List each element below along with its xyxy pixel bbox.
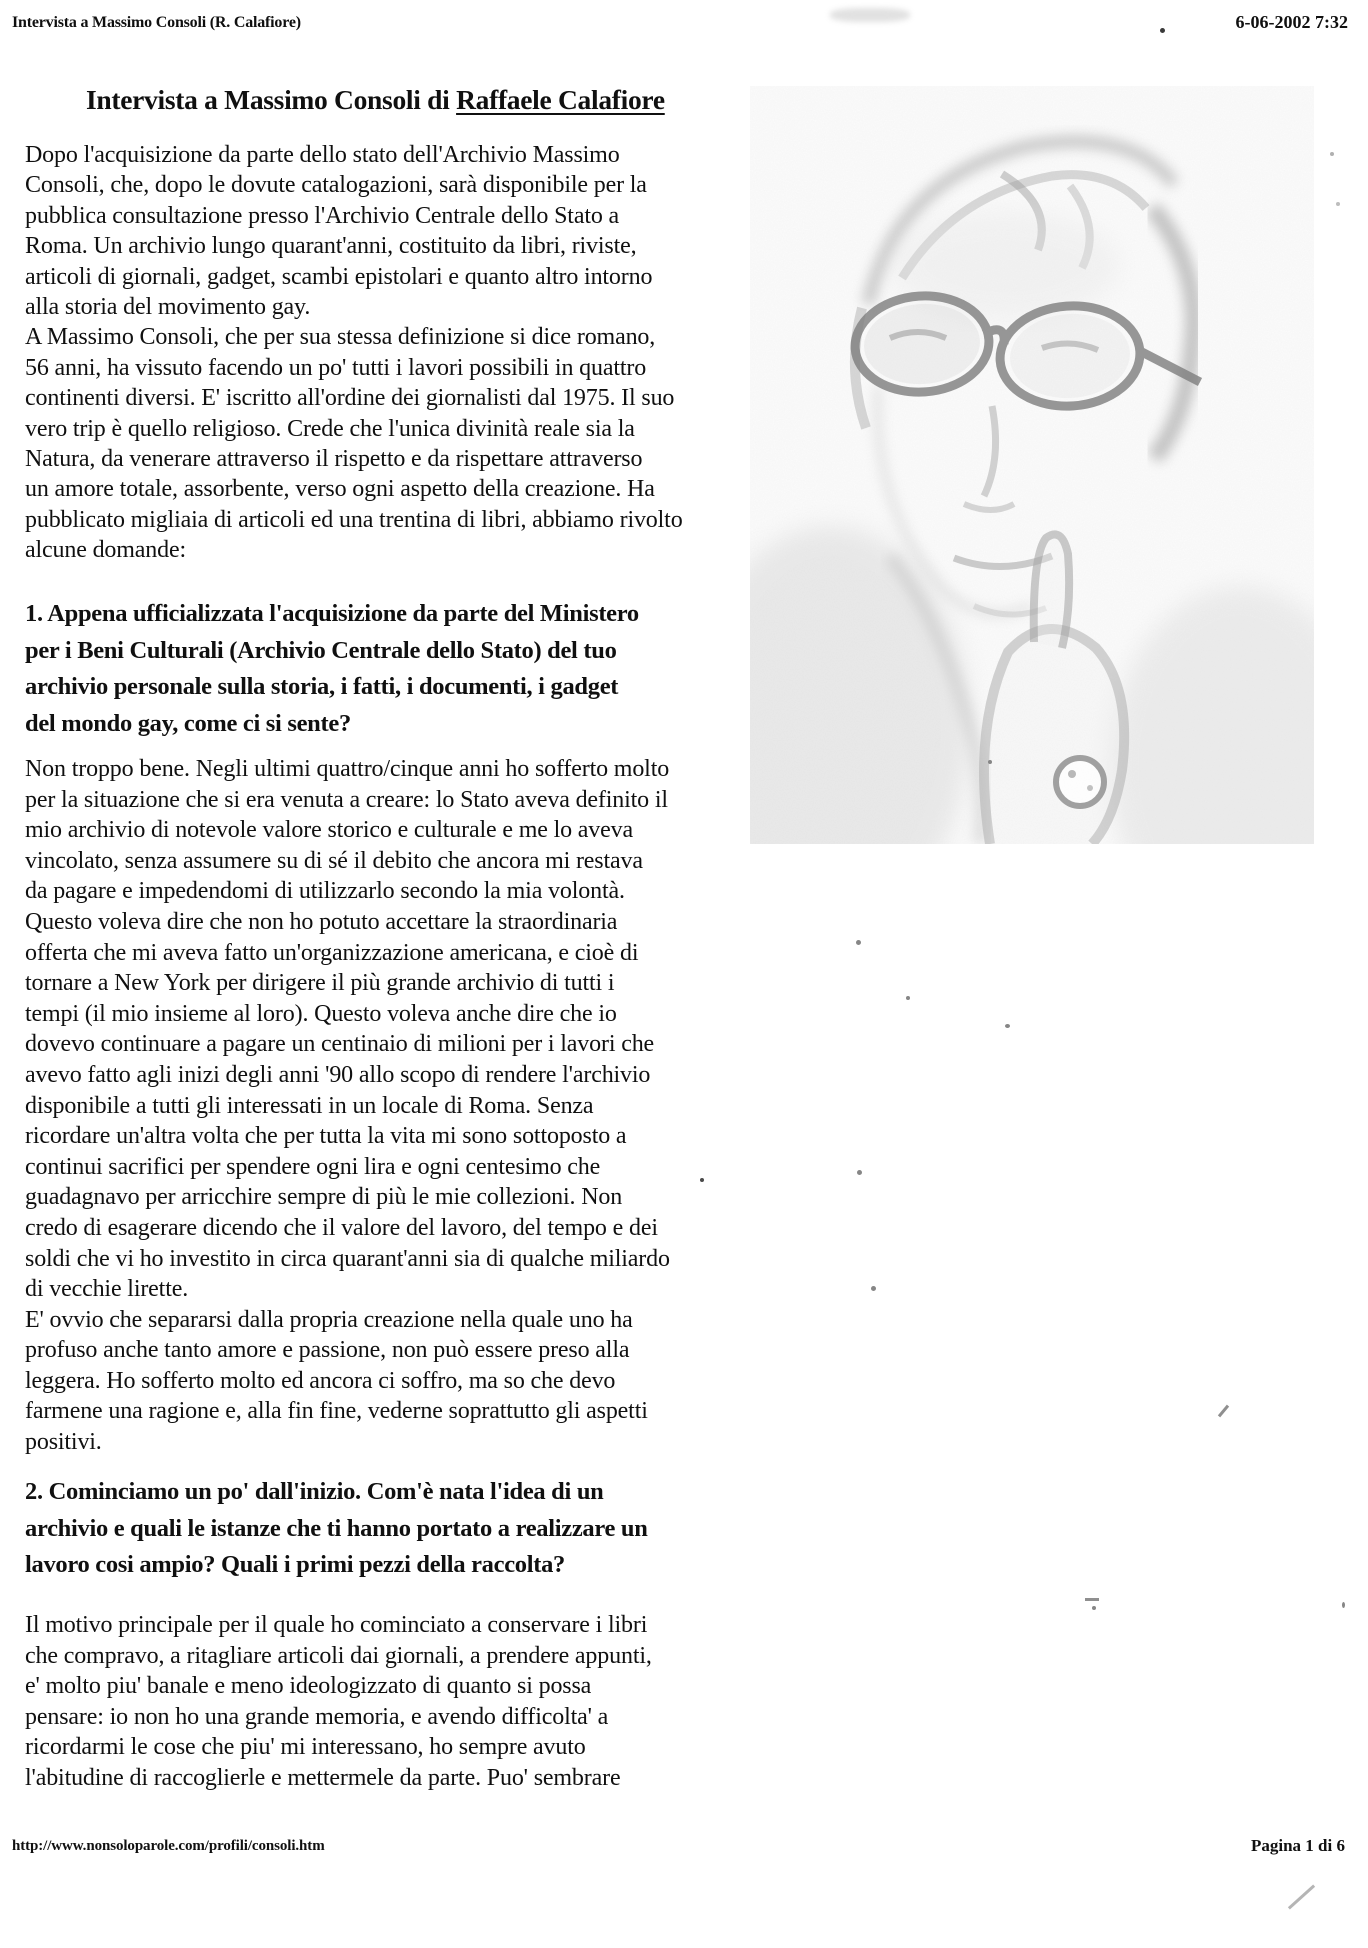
text-line: 56 anni, ha vissuto facendo un po' tutti i lavori possibili in quattro (25, 354, 647, 381)
text-line: tempi (il mio insieme al loro). Questo voleva anche dire che io (25, 1000, 617, 1027)
page-number: Pagina 1 di 6 (1251, 1836, 1345, 1855)
text-line: vincolato, senza assumere su di sé il debito che ancora mi restava (25, 847, 643, 874)
text-line: soldi che vi ho investito in circa quarant'anni sia di qualche miliardo (25, 1245, 670, 1272)
text-line: Consoli, che, dopo le dovute catalogazioni, sarà disponibile per la (25, 172, 647, 199)
text-line: continui sacrifici per spendere ogni lira e ogni centesimo che (25, 1153, 601, 1180)
answer-1 (25, 754, 670, 1458)
text-line: vero trip è quello religioso. Crede che l'unica divinità reale sia la (25, 415, 635, 442)
scan-artifact (1330, 152, 1334, 156)
text-line: lavoro cosi ampio? Quali i primi pezzi della raccolta? (25, 1551, 565, 1579)
text-line: Dopo l'acquisizione da parte dello stato dell'Archivio Massimo (25, 142, 620, 168)
answer-2 (25, 1610, 652, 1794)
text-line: Non troppo bene. Negli ultimi quattro/cinque anni ho sofferto molto (25, 756, 670, 782)
text-line: Natura, da venerare attraverso il rispetto e da rispettare attraverso (25, 446, 643, 473)
article-title (86, 84, 665, 116)
page-header-title: Intervista a Massimo Consoli (R. Calafiore) (12, 14, 301, 31)
text-line: alcune domande: (25, 537, 187, 564)
text-line: alla storia del movimento gay. (25, 294, 311, 321)
text-line: disponibile a tutti gli interessati in un locale di Roma. Senza (25, 1092, 594, 1119)
text-line: mio archivio di notevole valore storico e culturale e me lo aveva (25, 817, 634, 844)
scan-artifact (1160, 28, 1165, 33)
portrait-photo (750, 86, 1314, 844)
scan-artifact (871, 1286, 876, 1291)
scan-artifact (1288, 1885, 1315, 1910)
article-author: Raffaele Calafiore (456, 84, 665, 115)
scan-artifact (988, 760, 992, 764)
text-line: che compravo, a ritagliare articoli dai giornali, a prendere appunti, (25, 1642, 652, 1669)
text-line: A Massimo Consoli, che per sua stessa definizione si dice romano, (25, 324, 656, 351)
scan-artifact (830, 8, 910, 22)
scan-artifact (1005, 1024, 1010, 1028)
text-line: credo di esagerare dicendo che il valore del lavoro, del tempo e dei (25, 1214, 658, 1241)
text-line: pubblicato migliaia di articoli ed una trentina di libri, abbiamo rivolto (25, 506, 683, 533)
text-line: ricordare un'altra volta che per tutta la vita mi sono sottoposto a (25, 1123, 627, 1150)
text-line: archivio e quali le istanze che ti hanno portato a realizzare un (25, 1514, 648, 1542)
question-2 (25, 1474, 648, 1584)
scan-artifact (1336, 202, 1340, 206)
text-line: dovevo continuare a pagare un centinaio di milioni per i lavori che (25, 1031, 655, 1058)
text-line: Roma. Un archivio lungo quarant'anni, costituito da libri, riviste, (25, 233, 637, 260)
text-line: da pagare e impedendomi di utilizzarlo secondo la mia volontà. (25, 878, 625, 905)
text-line: leggera. Ho sofferto molto ed ancora ci soffro, ma so che devo (25, 1367, 616, 1394)
text-line: 2. Cominciamo un po' dall'inizio. Com'è nata l'idea di un (25, 1478, 604, 1505)
scan-artifact (906, 996, 910, 1000)
text-line: E' ovvio che separarsi dalla propria creazione nella quale uno ha (25, 1306, 633, 1333)
text-line: l'abitudine di raccoglierle e mettermele da parte. Puo' sembrare (25, 1764, 621, 1791)
scan-artifact (1342, 1602, 1345, 1608)
text-line: profuso anche tanto amore e passione, non può essere preso alla (25, 1337, 630, 1364)
scan-artifact (857, 1170, 862, 1175)
scan-artifact (1092, 1606, 1096, 1610)
text-line: articoli di giornali, gadget, scambi epistolari e quanto altro intorno (25, 263, 653, 290)
scan-artifact (1085, 1598, 1099, 1601)
scan-artifact (856, 940, 861, 945)
print-datetime: 6-06-2002 7:32 (1235, 12, 1348, 32)
text-line: un amore totale, assorbente, verso ogni aspetto della creazione. Ha (25, 476, 655, 503)
text-line: tornare a New York per dirigere il più grande archivio di tutti i (25, 970, 615, 997)
text-line: del mondo gay, come ci si sente? (25, 709, 351, 737)
question-1 (25, 596, 639, 742)
scan-artifact (1218, 1405, 1229, 1418)
text-line: continenti diversi. E' iscritto all'ordine dei giornalisti dal 1975. Il suo (25, 385, 675, 412)
text-line: per i Beni Culturali (Archivio Centrale dello Stato) del tuo (25, 636, 617, 664)
text-line: e' molto piu' banale e meno ideologizzato di quanto si possa (25, 1673, 592, 1700)
text-line: 1. Appena ufficializzata l'acquisizione da parte del Ministero (25, 600, 639, 627)
intro-paragraph (25, 140, 683, 566)
text-line: pubblica consultazione presso l'Archivio Centrale dello Stato a (25, 202, 620, 229)
text-line: guadagnavo per arricchire sempre di più le mie collezioni. Non (25, 1184, 623, 1211)
text-line: offerta che mi aveva fatto un'organizzazione americana, e cioè di (25, 939, 639, 966)
footer-url: http://www.nonsoloparole.com/profili/consoli.htm (12, 1838, 325, 1854)
portrait-sketch (750, 86, 1314, 844)
text-line: per la situazione che si era venuta a creare: lo Stato aveva definito il (25, 786, 668, 813)
text-line: pensare: io non ho una grande memoria, e avendo difficolta' a (25, 1703, 609, 1730)
text-line: Il motivo principale per il quale ho cominciato a conservare i libri (25, 1612, 648, 1638)
text-line: archivio personale sulla storia, i fatti, i documenti, i gadget (25, 673, 619, 700)
article-title-prefix: Intervista a Massimo Consoli di (86, 84, 457, 115)
text-line: ricordarmi le cose che piu' mi interessano, ho sempre avuto (25, 1734, 586, 1761)
text-line: avevo fatto agli inizi degli anni '90 allo scopo di rendere l'archivio (25, 1061, 651, 1088)
text-line: di vecchie lirette. (25, 1276, 189, 1303)
text-line: farmene una ragione e, alla fin fine, vederne soprattutto gli aspetti (25, 1398, 648, 1425)
text-line: Questo voleva dire che non ho potuto accettare la straordinaria (25, 908, 618, 935)
text-line: positivi. (25, 1429, 102, 1456)
scan-artifact (700, 1178, 704, 1182)
